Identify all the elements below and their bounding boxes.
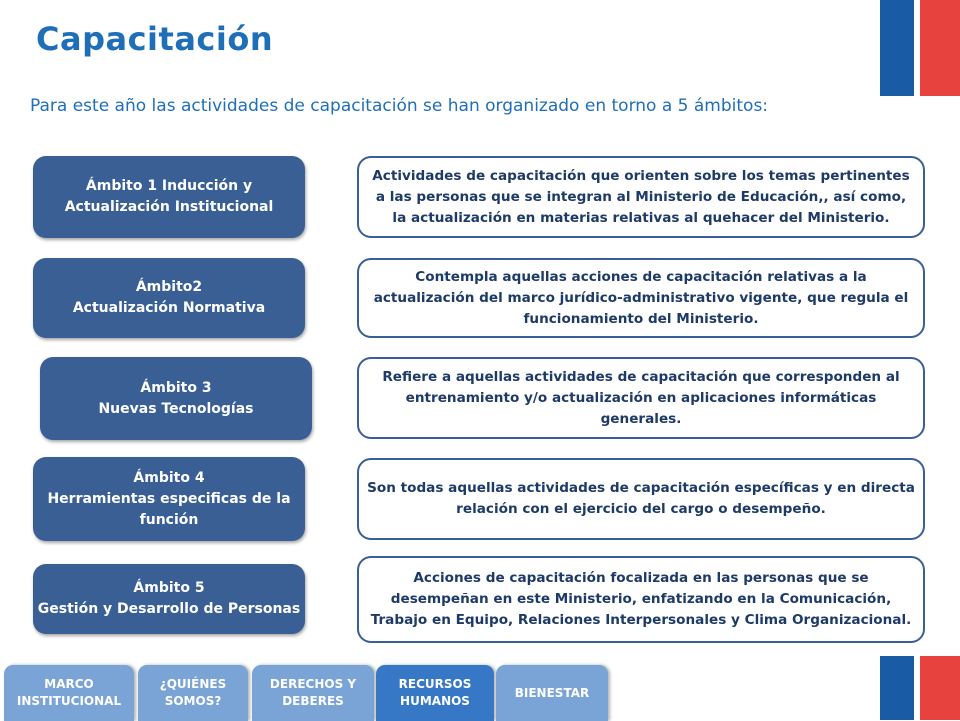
tab-bienestar-label: BIENESTAR: [514, 685, 590, 700]
ambito-5-box: [33, 564, 305, 634]
tab-recursos-humanos-label: RECURSOS HUMANOS: [398, 677, 472, 708]
tab-marco-institucional[interactable]: [4, 665, 134, 721]
ambito-4-box: [33, 457, 305, 541]
ambito-5-description: [357, 556, 925, 643]
ambito-1-subtitle: Actualización Institucional: [64, 199, 274, 215]
page-title: Capacitación: [36, 20, 274, 58]
tab-derechos-deberes-label: DERECHOS Y DEBERES: [269, 677, 357, 708]
ambito-4-description: [357, 458, 925, 540]
ambito-1-title: Ámbito 1 Inducción y: [85, 178, 253, 194]
tab-derechos-deberes[interactable]: [252, 665, 374, 721]
ambito-4-subtitle: Herramientas especificas de la función: [47, 490, 291, 528]
ambito-4-title: Ámbito 4: [133, 469, 205, 486]
ambito-3-box: [40, 357, 312, 440]
ambito-4-description-text: Son todas aquellas actividades de capacitación específicas y en directa relación con el ejercicio del cargo o desempeño.: [367, 480, 915, 517]
ambito-3-description-text: Refiere a aquellas actividades de capacitación que corresponden al entrenamiento y/o actualización en aplicaciones informáticas generales.: [382, 368, 900, 427]
tab-quienes-somos-label: ¿QUIÉNES SOMOS?: [159, 677, 227, 708]
flag-decoration-top: [880, 0, 960, 96]
ambito-3-description: [357, 357, 925, 439]
ambito-2-description: [357, 258, 925, 338]
ambito-3-title: Ámbito 3: [140, 379, 212, 396]
tab-bienestar[interactable]: [496, 665, 608, 721]
bottom-nav: [0, 665, 880, 720]
ambito-1-description: [357, 156, 925, 238]
ambito-2-description-text: Contempla aquellas acciones de capacitación relativas a la actualización del marco jurídico-administrativo vigente, que regula el funcionamiento del Ministerio.: [373, 268, 909, 327]
tab-recursos-humanos[interactable]: [376, 665, 494, 721]
flag-decoration-bottom: [880, 656, 960, 720]
ambito-3-subtitle: Nuevas Tecnologías: [98, 400, 254, 417]
ambito-1-description-text: Actividades de capacitación que orienten sobre los temas pertinentes a las personas que se integran al Ministerio de Educación,, así como, la actualización en materias relativas al quehacer del Ministerio.: [372, 167, 910, 226]
ambito-5-subtitle: Gestión y Desarrollo de Personas: [37, 601, 301, 617]
ambito-2-title: Ámbito2: [135, 279, 203, 295]
ambito-2-subtitle: Actualización Normativa: [72, 300, 266, 316]
page-subtitle: Para este año las actividades de capacitación se han organizado en torno a 5 ámbitos:: [30, 96, 769, 116]
ambito-5-title: Ámbito 5: [133, 580, 205, 596]
ambito-2-box: [33, 258, 305, 338]
ambito-5-description-text: Acciones de capacitación focalizada en las personas que se desempeñan en este Ministerio, enfatizando en la Comunicación, Trabajo en Equipo, Relaciones Interpersonales y Clima Organizacional.: [370, 570, 912, 628]
tab-marco-institucional-label: MARCO INSTITUCIONAL: [16, 677, 122, 708]
ambito-1-box: [33, 156, 305, 238]
tab-quienes-somos[interactable]: [138, 665, 248, 721]
